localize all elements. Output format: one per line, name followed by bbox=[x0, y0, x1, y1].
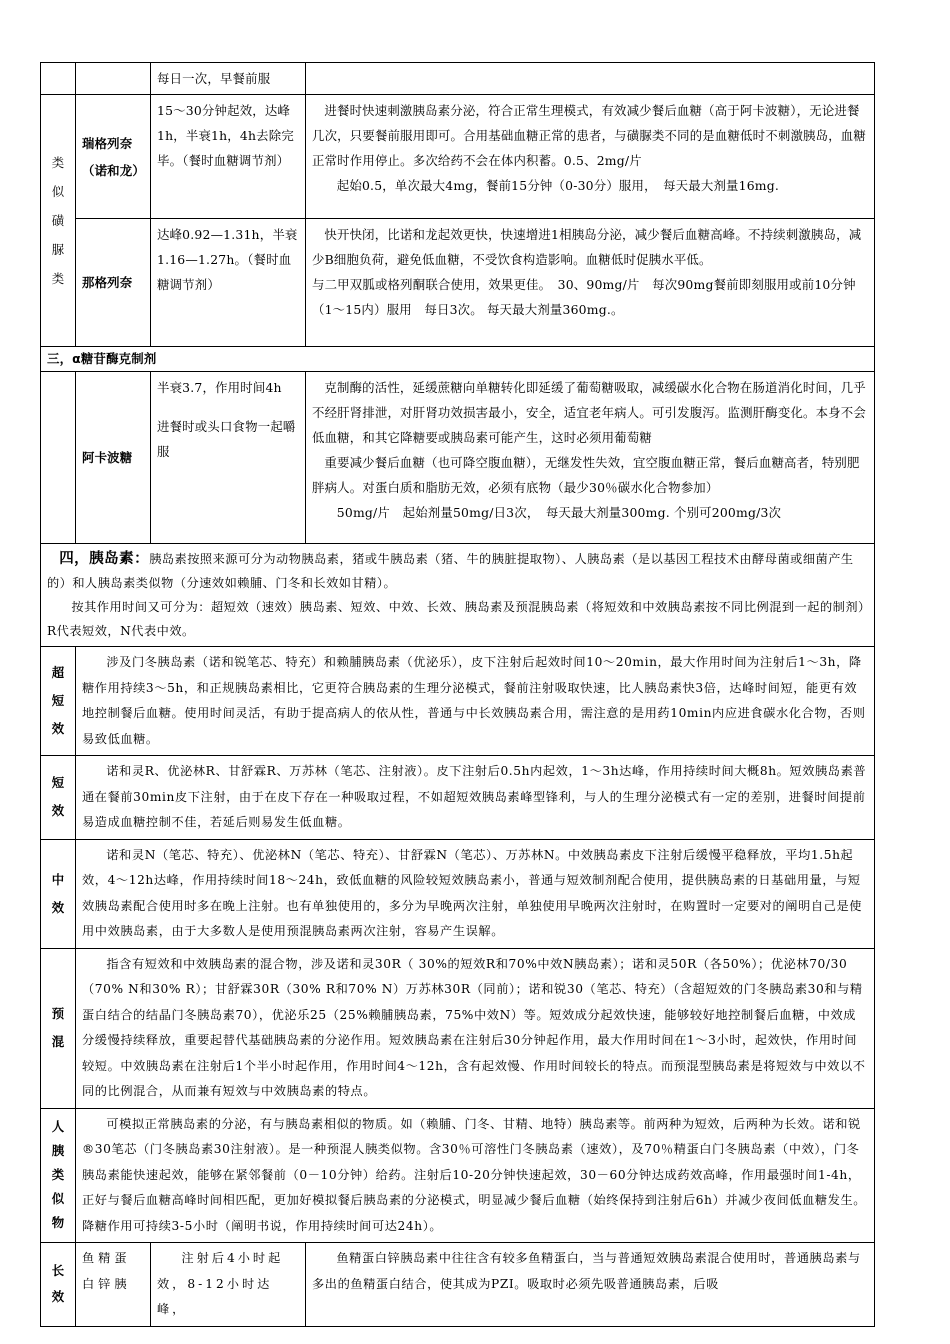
dosage: 起始0.5，单次最大4mg，餐前15分钟（0-30分）服用， 每天最大剂量16mg. bbox=[336, 178, 780, 193]
row-text: 涉及门冬胰岛素（诺和锐笔芯、特充）和赖脯胰岛素（优泌乐），皮下注射后起效时间10～20min，最大作用时间为注射后1～3h，降糖作用持续3～5h，和正规胰岛素相比，它更符合胰岛素的生理分泌模式，餐前注射吸取快速，比人胰岛素快3倍，达峰时间短，能更有效地控制餐后血糖。使用时间灵活，有助于提高病人的依从性，普通与中长效胰岛素合用，需注意的是用药10min内应进食碳水化合物，否则易致低血糖。 bbox=[76, 647, 875, 756]
section-heading-row bbox=[41, 347, 875, 372]
table-row bbox=[41, 372, 875, 544]
pk-cell bbox=[151, 372, 306, 544]
table-row bbox=[41, 647, 875, 756]
description: 进餐时快速刺激胰岛素分泌，符合正常生理模式，有效减少餐后血糖（高于阿卡波糖），无论进餐几次，只要餐前服用即可。合用基础血糖正常的患者，与磺脲类不同的是血糖低时不刺激胰岛，血糖正常时作用停止。多次给药不会在体内积蓄。0.5、2mg/片 bbox=[312, 103, 866, 168]
description: 重要减少餐后血糖（也可降空腹血糖），无继发性失效，宜空腹血糖正常，餐后血糖高者，特别肥胖病人。对蛋白质和脂肪无效，必须有底物（最少30％碳水化合物参加） bbox=[312, 455, 860, 495]
dosage: 50mg/片 起始剂量50mg/日3次， 每天最大剂量300mg. 个别可200mg/3次 bbox=[336, 505, 782, 520]
dosage: 与二甲双胍或格列酮联合使用，效果更佳。 30、90mg/片 每次90mg餐前即刻服用或前10分钟（1～15内）服用 每日3次。 每天最大剂量360mg.。 bbox=[312, 277, 856, 317]
row-text: 指含有短效和中效胰岛素的混合物，涉及诺和灵30R（ 30%的短效R和70%中效N胰岛素）；诺和灵50R（各50%）；优泌林70/30（70% N和30% R）；甘舒霖30R（30% R和70% N）万苏林30R（同前）；诺和锐30（笔芯、特充）（含超短效的门冬胰岛素30和与精蛋白结合的结晶门冬胰岛素70），优泌乐25（25%赖脯胰岛素，75%中效N）等。短效成分起效快速，能够较好地控制餐后血糖，中效成分缓慢持续释放，重要起替代基础胰岛素的分泌作用。短效胰岛素在注射后30分钟起作用，最大作用时间在1～3小时，起效快，作用时间较短。中效胰岛素在注射后1个半小时起作用，作用时间4～12h，含有起效慢、作用时间较长的特点。而预混型胰岛素是将短效与中效以不同的比例混合，从而兼有短效与中效胰岛素的特点。 bbox=[76, 948, 875, 1108]
table-row bbox=[41, 219, 875, 347]
table-row bbox=[41, 839, 875, 948]
desc-cell bbox=[306, 372, 875, 544]
drug-table bbox=[40, 62, 875, 1327]
row-label: 长效 bbox=[41, 1243, 76, 1327]
pk-cell: 15～30分钟起效，达峰1h，半衰1h，4h去除完毕。（餐时血糖调节剂） bbox=[151, 95, 306, 219]
row-label: 短效 bbox=[41, 756, 76, 840]
section-intro-row bbox=[41, 544, 875, 647]
desc-cell: 鱼精蛋白锌胰岛素中往往含有较多鱼精蛋白，当与普通短效胰岛素混合使用时，普通胰岛素与多出的鱼精蛋白结合，使其成为PZI。吸取时必须先吸普通胰岛素，后吸 bbox=[306, 1243, 875, 1327]
dose-cell: 每日一次，早餐前服 bbox=[151, 63, 306, 95]
description: 快开快闭，比诺和龙起效更快，快速增进1相胰岛分泌，减少餐后血糖高峰。不持续刺激胰岛，减少B细胞负荷，避免低血糖，不受饮食构造影响。血糖低时促胰水平低。 bbox=[312, 227, 862, 267]
row-label: 超短效 bbox=[41, 647, 76, 756]
pk-usage: 进餐时或头口食物一起嚼服 bbox=[157, 419, 296, 459]
row-label: 人胰类似物 bbox=[41, 1108, 76, 1243]
row-text: 诺和灵R、优泌林R、甘舒霖R、万苏林（笔芯、注射液）。皮下注射后0.5h内起效，1～3h达峰，作用持续时间大概8h。短效胰岛素普通在餐前30min皮下注射，由于在皮下存在一种吸取过程，不如超短效胰岛素峰型锋利，与人的生理分泌模式有一定的差别，进餐时间提前易造成血糖控制不佳，若延后则易发生低血糖。 bbox=[76, 756, 875, 840]
row-text: 诺和灵N（笔芯、特充）、优泌林N（笔芯、特充）、甘舒霖N（笔芯）、万苏林N。中效胰岛素皮下注射后缓慢平稳释放，平均1.5h起效，4～12h达峰，作用持续时间18～24h，致低血糖的风险较短效胰岛素小，普通与短效制剂配合使用，提供胰岛素的日基础用量，与短效胰岛素配合使用时多在晚上注射。也有单独使用的，多分为早晚两次注射，单独使用早晚两次注射时，在购置时一定要对的阐明自己是使用中效胰岛素，由于大多数人是使用预混胰岛素两次注射，容易产生误解。 bbox=[76, 839, 875, 948]
row-label: 预混 bbox=[41, 948, 76, 1108]
row-text: 可模拟正常胰岛素的分泌，有与胰岛素相似的物质。如（赖脯、门冬、甘精、地特）胰岛素等。前两种为短效，后两种为长效。诺和锐®30笔芯（门冬胰岛素30注射液）。是一种预混人胰类似物。含30％可溶性门冬胰岛素（速效），及70％精蛋白门冬胰岛素（中效），门冬胰岛素能快速起效，能够在紧邻餐前（0－10分钟）给药。注射后10-20分钟快速起效，30－60分钟达成药效高峰，作用最强时间1-4h，正好与餐后血糖高峰时间相匹配，更加好模拟餐后胰岛素的分泌模式，明显减少餐后血糖（始终保持到注射后6h）并减少夜间低血糖发生。降糖作用可持续3-5小时（阐明书说，作用持续时间可达24h）。 bbox=[76, 1108, 875, 1243]
pk-cell: 注射后4小时起效，8-12小时达峰， bbox=[151, 1243, 306, 1327]
description: 克制酶的活性，延缓蔗糖向单糖转化即延缓了葡萄糖吸取，减缓碳水化合物在肠道消化时间，几乎不经肝肾排泄，对肝肾功效损害最小，安全，适宜老年病人。可引发腹泻。监测肝酶变化。本身不会低血糖，和其它降糖要或胰岛素可能产生，这时必须用葡萄糖 bbox=[312, 380, 866, 445]
desc-cell bbox=[306, 95, 875, 219]
intro-text: 胰岛素按照来源可分为动物胰岛素，猪或牛胰岛素（猪、牛的胰脏提取物）、人胰岛素（是以基因工程技术由酵母菌或细菌产生的）和人胰岛素类似物（分速效如赖脯、门冬和长效如甘精）。 bbox=[47, 552, 854, 590]
section-title: 四，胰岛素： bbox=[59, 551, 150, 567]
row-label: 中效 bbox=[41, 839, 76, 948]
insulin-intro bbox=[41, 544, 875, 647]
drug-name: 瑞格列奈（诺和龙） bbox=[76, 95, 151, 219]
intro-text: 按其作用时间又可分为：超短效（速效）胰岛素、短效、中效、长效、胰岛素及预混胰岛素（将短效和中效胰岛素按不同比例混到一起的制剂）R代表短效，N代表中效。 bbox=[47, 600, 865, 638]
drug-name: 鱼精蛋白锌胰 bbox=[76, 1243, 151, 1327]
drug-name: 那格列奈 bbox=[76, 219, 151, 347]
table-row bbox=[41, 95, 875, 219]
desc-cell bbox=[306, 219, 875, 347]
drug-name: 阿卡波糖 bbox=[76, 372, 151, 544]
table-row bbox=[41, 63, 875, 95]
category-label: 类似磺脲类 bbox=[41, 95, 76, 347]
pk-halflife: 半衰3.7，作用时间4h bbox=[157, 380, 282, 395]
pk-cell: 达峰0.92—1.31h，半衰1.16—1.27h。（餐时血糖调节剂） bbox=[151, 219, 306, 347]
table-row bbox=[41, 1243, 875, 1327]
section-title: 三，α糖苷酶克制剂 bbox=[41, 347, 875, 372]
table-row bbox=[41, 756, 875, 840]
table-row bbox=[41, 1108, 875, 1243]
table-row bbox=[41, 948, 875, 1108]
